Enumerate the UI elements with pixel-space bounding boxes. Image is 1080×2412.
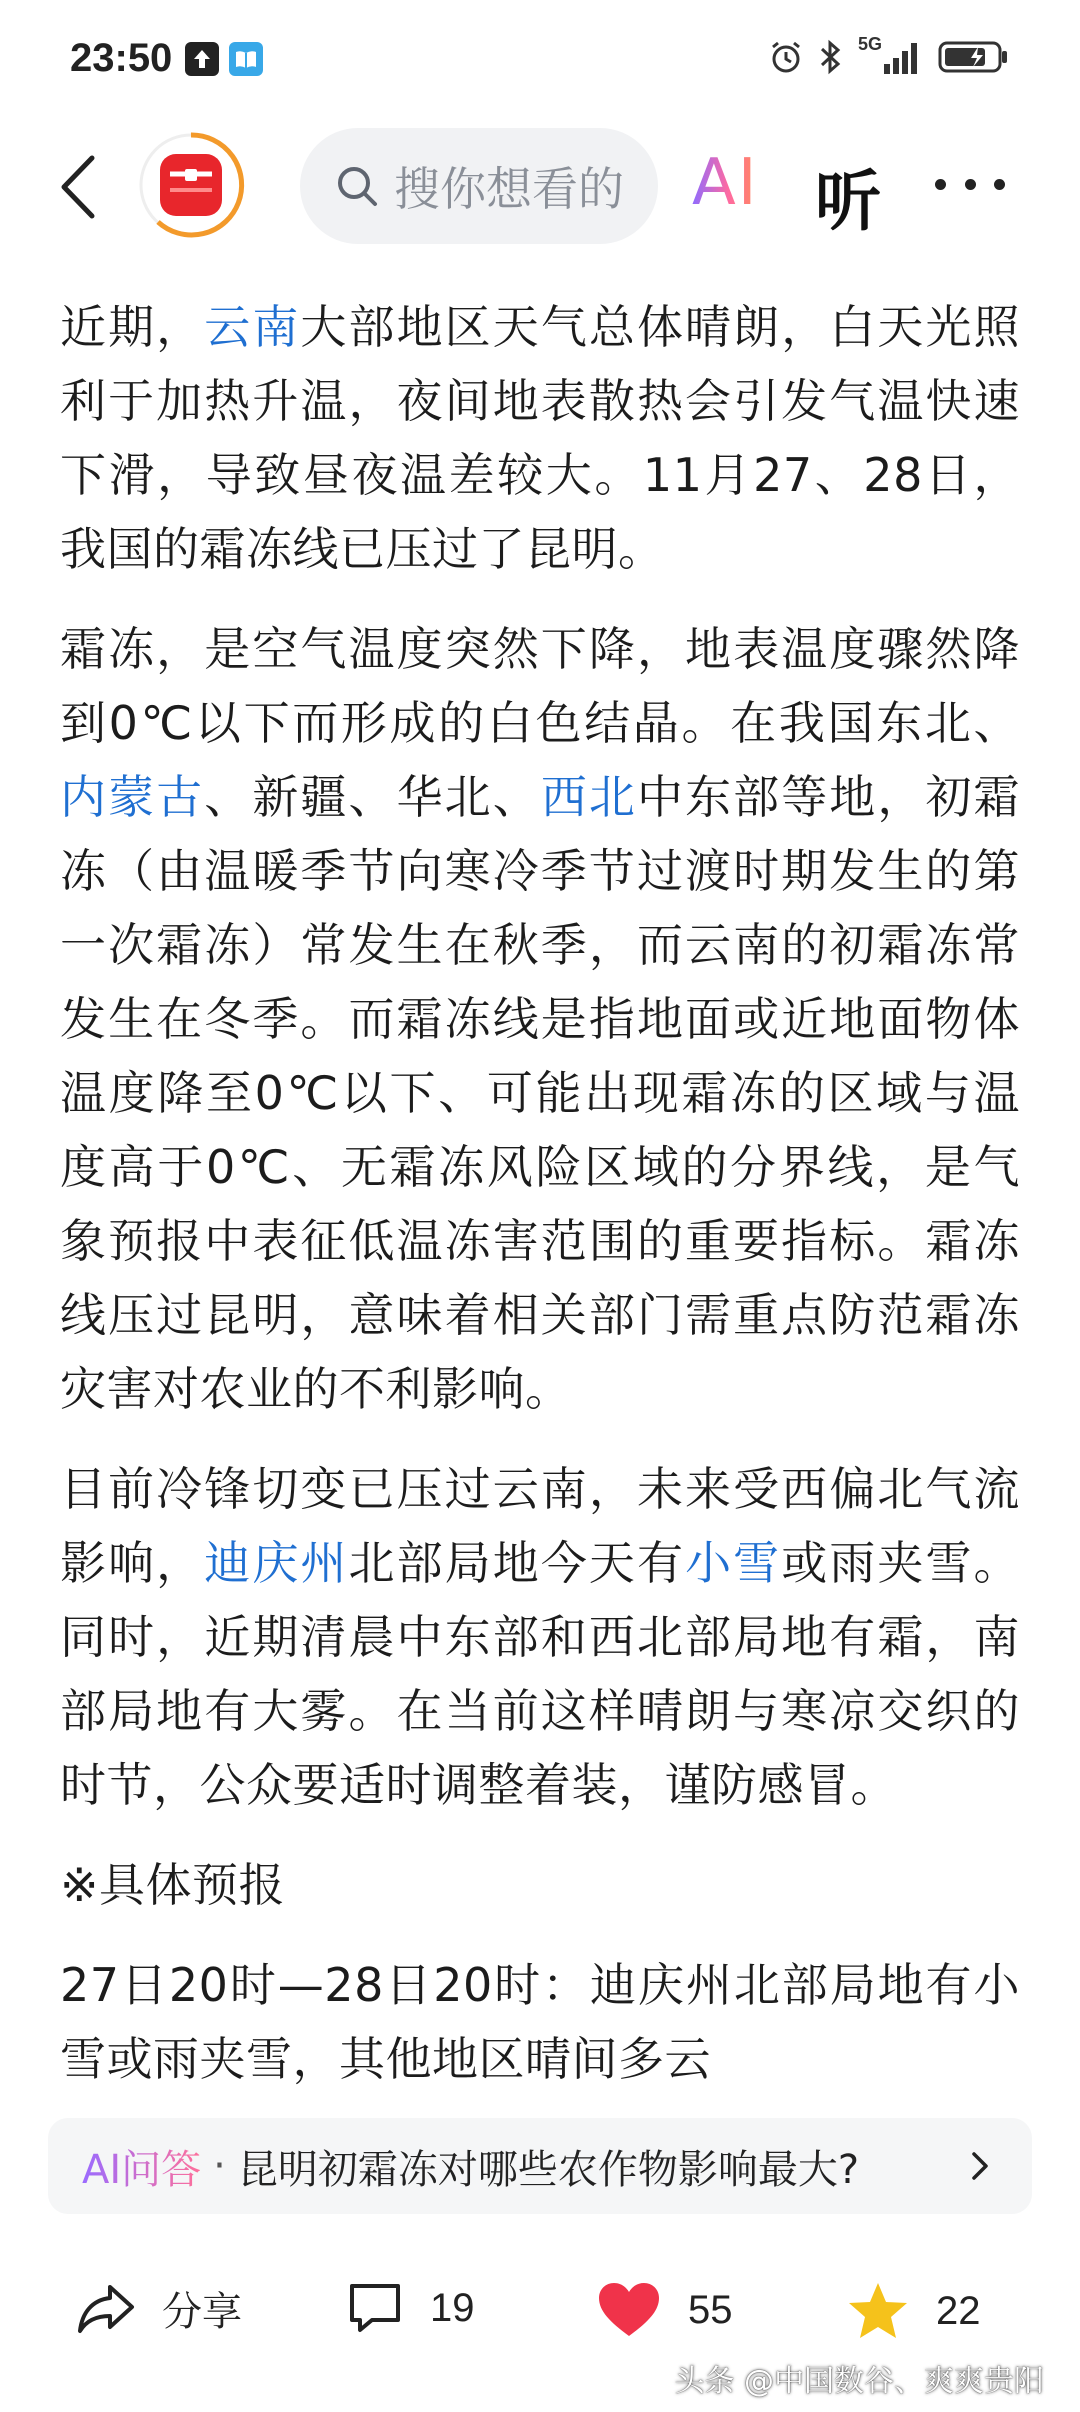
like-count: 55 — [688, 2287, 733, 2332]
article-paragraph — [60, 1848, 1020, 1922]
favorite-button[interactable] — [846, 2280, 981, 2342]
chevron-left-icon — [58, 154, 98, 220]
back-button[interactable] — [48, 152, 108, 222]
ai-question-bar[interactable] — [48, 2118, 1032, 2214]
comment-button[interactable] — [346, 2280, 475, 2336]
keyword-link[interactable]: 小雪 — [685, 1536, 782, 1590]
status-bar — [0, 0, 1080, 130]
article-paragraph — [60, 1452, 1020, 1822]
signal-icon — [858, 38, 924, 76]
paragraph-text: 霜冻，是空气温度突然下降，地表温度骤然降到0℃以下而形成的白色结晶。在我国东北、 — [60, 622, 1020, 750]
listen-button[interactable]: 听 — [815, 163, 881, 240]
author-avatar[interactable] — [136, 130, 246, 240]
comment-count: 19 — [430, 2285, 475, 2330]
paragraph-text: 中东部等地，初霜冻（由温暖季节向寒冷季节过渡时期发生的第一次霜冻）常发生在秋季，而云南的初霜冻常发生在冬季。而霜冻线是指地面或近地面物体温度降至0℃以下、可能出现霜冻的区域与温度高于0℃、无霜冻风险区域的分界线，是气象预报中表征低温冻害范围的重要指标。霜冻线压过昆明，意味着相关部门需重点防范霜冻灾害对农业的不利影响。 — [60, 770, 1020, 1416]
search-placeholder: 搜你想看的 — [394, 162, 624, 216]
more-options-button[interactable] — [935, 164, 1005, 204]
book-icon — [229, 42, 263, 76]
share-icon — [76, 2281, 136, 2337]
favorite-count: 22 — [936, 2288, 981, 2333]
dot-icon — [935, 179, 946, 190]
ai-question-separator: · — [213, 2143, 226, 2189]
paragraph-text: 、新疆、华北、 — [204, 770, 541, 824]
ai-label: AI — [692, 146, 759, 220]
keyword-link[interactable]: 西北 — [540, 770, 637, 824]
article-paragraph — [60, 612, 1020, 1426]
article-paragraph — [60, 1948, 1020, 2096]
article-body — [60, 290, 1020, 2110]
star-icon — [846, 2280, 910, 2342]
like-button[interactable] — [596, 2280, 733, 2340]
paragraph-text: 近期， — [60, 300, 205, 354]
ai-button[interactable] — [692, 146, 759, 220]
share-button[interactable] — [76, 2280, 242, 2337]
chevron-right-icon — [960, 2146, 1000, 2186]
bluetooth-icon — [818, 38, 844, 76]
paragraph-text: 27日20时—28日20时：迪庆州北部局地有小雪或雨夹雪，其他地区晴间多云 — [60, 1958, 1020, 2086]
heart-icon — [596, 2280, 662, 2340]
comment-icon — [346, 2280, 404, 2336]
keyword-link[interactable]: 云南 — [204, 300, 301, 354]
ai-question-text: 昆明初霜冻对哪些农作物影响最大? — [237, 2146, 860, 2193]
paragraph-text: 目前冷锋切变已压过云南，未来受西偏北气流影响， — [60, 1462, 1020, 1590]
top-nav — [0, 128, 1080, 248]
bottom-action-bar — [0, 2240, 1080, 2412]
dot-icon — [994, 179, 1005, 190]
paragraph-text: 或雨夹雪。同时，近期清晨中东部和西北部局地有霜，南部局地有大雾。在当前这样晴朗与寒凉交织的时节，公众要适时调整着装，谨防感冒。 — [60, 1536, 1020, 1812]
ai-question-label: AI问答 — [82, 2138, 201, 2195]
keyword-link[interactable]: 迪庆州 — [204, 1536, 349, 1590]
status-left-icons — [185, 42, 263, 76]
status-time: 23:50 — [70, 36, 173, 80]
search-icon — [334, 163, 380, 209]
battery-icon — [938, 39, 1010, 75]
search-bar[interactable] — [300, 128, 658, 244]
signal-indicator — [858, 34, 924, 76]
paragraph-text: 大部地区天气总体晴朗，白天光照利于加热升温，夜间地表散热会引发气温快速下滑，导致昼夜温差较大。11月27、28日，我国的霜冻线已压过了昆明。 — [60, 300, 1020, 576]
paragraph-text: 北部局地今天有 — [348, 1536, 686, 1590]
avatar-logo-icon — [136, 130, 246, 240]
paragraph-text: ※具体预报 — [60, 1858, 286, 1912]
share-label: 分享 — [162, 2290, 242, 2334]
status-right-icons — [768, 34, 1010, 76]
keyword-link[interactable]: 内蒙古 — [60, 770, 205, 824]
dot-icon — [965, 179, 976, 190]
network-type: 5G — [858, 34, 883, 54]
article-paragraph — [60, 290, 1020, 586]
alarm-icon — [768, 39, 804, 75]
upload-icon — [185, 42, 219, 76]
watermark: 头条 @中国数谷、爽爽贵阳 — [674, 2364, 1044, 2399]
